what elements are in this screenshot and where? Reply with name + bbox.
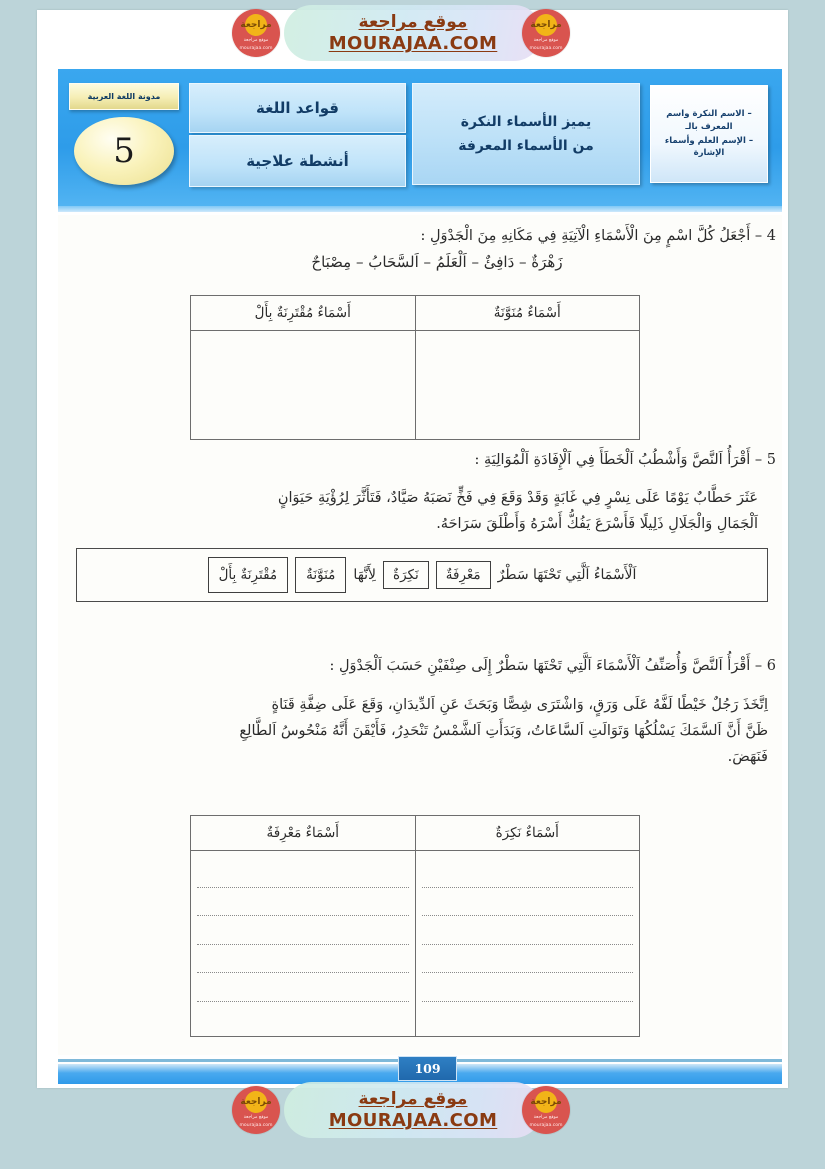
exercise-5-statement-lead: اَلْأَسْمَاءُ اَلَّتِي تَحْتَهَا سَطْرٌ xyxy=(497,567,637,583)
worksheet-paper xyxy=(58,215,782,1055)
logo-disc-icon: مراجعة xyxy=(535,1091,557,1113)
exercise-6-table xyxy=(190,815,640,1037)
activity-label: أنشطة علاجية xyxy=(246,152,349,170)
logo-caption-ar: موقع مراجعة xyxy=(243,38,269,44)
answer-dotted-line[interactable] xyxy=(422,972,634,973)
exercise-6-answer-column-marifa[interactable] xyxy=(191,851,416,1037)
exercise-4-header-cell-0: أَسْمَاءٌ مُنَوَّنَةٌ xyxy=(493,305,561,321)
logo-caption-en: mourajaa.com xyxy=(239,46,273,51)
logo-disc-icon: مراجعة xyxy=(245,14,267,36)
competence-box xyxy=(412,83,640,185)
answer-dotted-line[interactable] xyxy=(422,1001,634,1002)
answer-dotted-line[interactable] xyxy=(197,915,409,916)
watermark-arabic-label: موقع مراجعة xyxy=(358,1089,468,1109)
exercise-5-text-line-2: اَلْجَمَالِ وَالْجَلَالِ ذَلِيلًا فَأَسْرَعَ يَفُكُّ أَسْرَهُ وَأَطْلَقَ سَرَاحَهُ. xyxy=(436,516,758,532)
answer-dotted-line[interactable] xyxy=(422,944,634,945)
watermark-text-group xyxy=(284,5,542,61)
site-plate xyxy=(69,83,179,110)
page-number-badge: 109 xyxy=(398,1056,457,1081)
objectives-box xyxy=(650,85,768,183)
exercise-5-choice-nakira[interactable]: نَكِرَةٌ xyxy=(383,561,429,589)
exercise-4-answer-cell-left[interactable] xyxy=(191,331,416,440)
answer-dotted-line[interactable] xyxy=(197,944,409,945)
exercise-4-table-header xyxy=(191,296,639,331)
exercise-4-answer-cell-right[interactable] xyxy=(416,331,640,440)
mourajaa-logo-icon xyxy=(232,1086,280,1134)
logo-disc-icon: مراجعة xyxy=(245,1091,267,1113)
exercise-6-text-line-2: ظَنَّ أَنَّ اَلسَّمَكَ يَسْلُكُهَا وَتَوَالَتِ اَلسَّاعَاتُ، وَبَدَأَتِ اَلشَّمْسُ تَنْحَدِرُ، فَأَيْقَنَ أَنَّهُ مَنْحُوسُ اَلطَّالِعِ xyxy=(239,723,768,739)
exercise-6-text-line-1: اِتَّخَذَ رَجُلٌ خَيْطًا لَفَّهُ عَلَى وَرَقٍ، وَاشْتَرَى شِصًّا وَبَحَثَ عَنِ اَلدِّيدَانِ، وَقَعَ عَلَى ضِفَّةِ قَنَاةٍ xyxy=(271,697,768,713)
competence-line-2: من الأسماء المعرفة xyxy=(458,138,594,154)
subject-box xyxy=(189,83,406,133)
mourajaa-logo-icon xyxy=(522,1086,570,1134)
exercise-4-table-body xyxy=(191,331,639,440)
answer-dotted-line[interactable] xyxy=(197,972,409,973)
exercise-6-text-line-3: فَنَهَضَ. xyxy=(727,749,768,765)
exercise-6-header-cell-0: أَسْمَاءٌ نَكِرَةٌ xyxy=(495,825,559,841)
exercise-4-prompt: 4 – أَجْعَلُ كُلَّ اسْمٍ مِنَ الْأَسْمَاءِ الْآتِيَةِ فِي مَكَانِهِ مِنَ الْجَدْوَلِ : xyxy=(420,228,776,244)
answer-dotted-line[interactable] xyxy=(197,887,409,888)
answer-dotted-line[interactable] xyxy=(422,915,634,916)
logo-caption-en: mourajaa.com xyxy=(529,1123,563,1128)
logo-caption-ar: موقع مراجعة xyxy=(243,1115,269,1121)
exercise-5-choice-muqtarina-bi-al[interactable]: مُقْتَرِنَةٌ بِأَلْ xyxy=(208,557,289,593)
activity-box xyxy=(189,135,406,187)
exercise-5-text-line-1: عَثَرَ حَطَّابٌ يَوْمًا عَلَى نِسْرٍ فِي غَابَةٍ وَقَدْ وَقَعَ فِي فَخٍّ نَصَبَهُ صَيَّادٌ، فَتَأَثَّرَ لِرُؤْيَةِ حَيَوَانٍ xyxy=(277,490,758,506)
exercise-4-words: زَهْرَةٌ – دَافِئٌ – اَلْعَلَمُ – اَلسَّحَابُ – مِصْبَاحٌ xyxy=(311,253,563,271)
logo-caption-ar: موقع مراجعة xyxy=(533,1115,559,1121)
competence-line-1: يميز الأسماء النكرة xyxy=(460,114,592,130)
exercise-6-answer-column-nakira[interactable] xyxy=(416,851,640,1037)
exercise-4-table xyxy=(190,295,640,440)
logo-disc-icon: مراجعة xyxy=(535,14,557,36)
exercise-5-choice-marifa[interactable]: مَعْرِفَةٌ xyxy=(436,561,491,589)
exercise-5-choice-munawwana[interactable]: مُنَوَّنَةٌ xyxy=(295,557,346,593)
exercise-5-connector: لِأَنَّهَا xyxy=(353,567,377,583)
watermark-domain-label: MOURAJAA.COM xyxy=(328,33,498,54)
logo-caption-en: mourajaa.com xyxy=(529,46,563,51)
watermark-text-group xyxy=(284,1082,542,1138)
logo-caption-en: mourajaa.com xyxy=(239,1123,273,1128)
subject-label: قواعد اللغة xyxy=(256,99,339,117)
exercise-6-header-cell-1: أَسْمَاءٌ مَعْرِفَةٌ xyxy=(191,816,416,850)
exercise-5-statement-frame xyxy=(76,548,768,602)
lesson-number-value: 5 xyxy=(113,131,135,171)
lesson-header-band xyxy=(58,69,782,212)
mourajaa-logo-icon xyxy=(232,9,280,57)
watermark-domain-label: MOURAJAA.COM xyxy=(328,1110,498,1131)
answer-dotted-line[interactable] xyxy=(197,1001,409,1002)
lesson-number-badge xyxy=(74,117,174,185)
watermark-arabic-label: موقع مراجعة xyxy=(358,12,468,32)
mourajaa-logo-icon xyxy=(522,9,570,57)
exercise-6-prompt: 6 – أَقْرَأُ اَلنَّصَّ وَأُصَنِّفُ اَلْأَسْمَاءَ اَلَّتِي تَحْتَهَا سَطْرٌ إِلَى صِنْفَيْنِ حَسَبَ اَلْجَدْوَلِ : xyxy=(329,658,776,674)
exercise-6-table-header xyxy=(191,816,639,851)
site-plate-label: مدونة اللغة العربية xyxy=(87,92,161,101)
exercise-5-prompt: 5 – أَقْرَأُ اَلنَّصَّ وَأَشْطُبُ اَلْخَطَأَ فِي اَلْإِفَادَةِ اَلْمُوَالِيَةِ : xyxy=(474,452,776,468)
exercise-6-table-body xyxy=(191,851,639,1037)
logo-caption-ar: موقع مراجعة xyxy=(533,38,559,44)
answer-dotted-line[interactable] xyxy=(422,887,634,888)
objective-item-1: – الاسم النكرة واسم المعرف بالـ xyxy=(666,109,752,132)
objective-item-2: – الإسم العلم وأسماء الإشارة xyxy=(664,136,754,159)
exercise-4-header-cell-1: أَسْمَاءٌ مُقْتَرِنَةٌ بِأَلْ xyxy=(191,296,416,330)
